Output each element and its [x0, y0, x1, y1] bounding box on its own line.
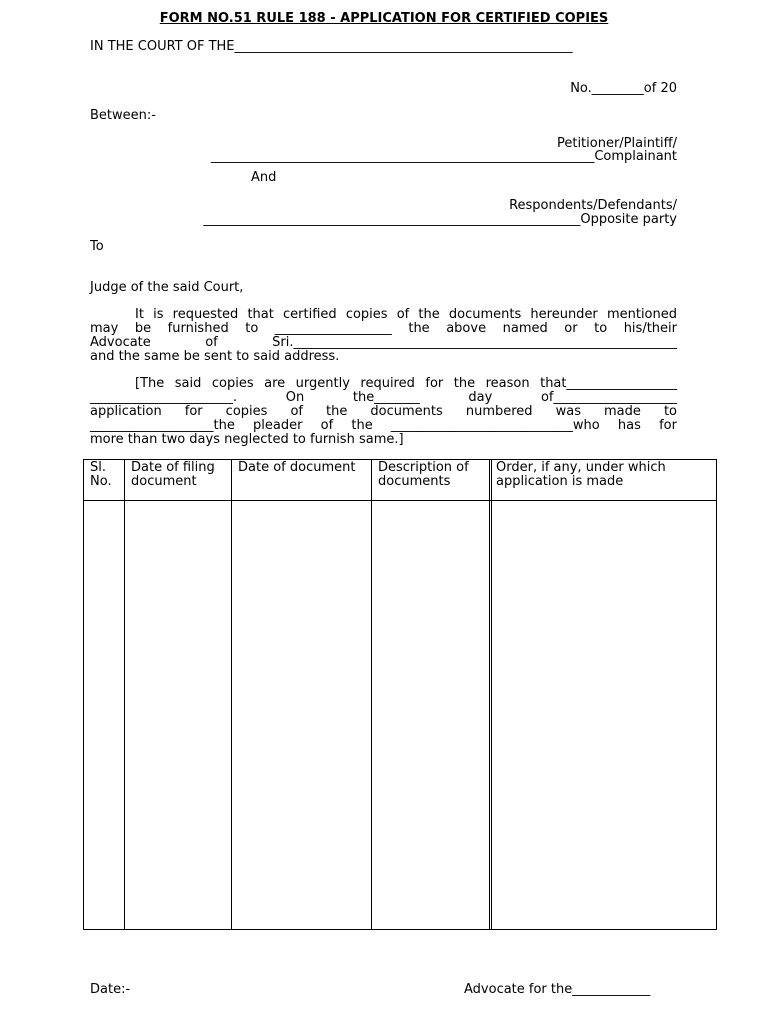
table-column-divider — [231, 460, 232, 929]
request-line-3: Advocate of Sri.___________________________________________________________ — [90, 335, 677, 350]
respondent-label: Respondents/Defendants/ — [509, 198, 677, 213]
respondent-line: __________________________________________________________Opposite party — [203, 212, 677, 227]
between-label: Between:- — [90, 108, 156, 123]
table-header-divider — [84, 500, 716, 501]
request-line-1: It is requested that certified copies of the documents hereunder mentioned — [135, 307, 677, 322]
header-description: Description of documents — [378, 460, 469, 489]
petitioner-label: Petitioner/Plaintiff/ — [556, 136, 677, 151]
to-label: To — [90, 239, 104, 254]
table-column-divider — [124, 460, 125, 929]
advocate-signature-line: Advocate for the____________ — [464, 982, 651, 997]
petitioner-line: ___________________________________________________________Complainant — [210, 149, 677, 164]
table-column-divider — [371, 460, 372, 929]
header-date-of-filing: Date of filing document — [131, 460, 215, 489]
reason-line-3: application for copies of the documents numbered was made to — [90, 404, 677, 419]
documents-table — [83, 459, 717, 930]
date-label: Date:- — [90, 982, 131, 997]
table-column-divider — [491, 460, 492, 929]
court-line: IN THE COURT OF THE____________________________________________________ — [90, 39, 573, 54]
request-line-2: may be furnished to __________________ the above named or to his/their — [90, 321, 677, 336]
reason-line-5: more than two days neglected to furnish same.] — [90, 432, 404, 447]
and-label: And — [251, 170, 277, 185]
header-order: Order, if any, under which application is made — [496, 460, 666, 489]
header-sl-no: Sl. No. — [90, 460, 112, 489]
reason-line-2: ______________________. On the_______ day of___________________ — [90, 390, 677, 405]
header-date-of-document: Date of document — [238, 460, 356, 475]
reason-line-4: ___________________the pleader of the ____________________________who has for — [90, 418, 677, 433]
request-line-4: and the same be sent to said address. — [90, 349, 340, 364]
judge-salutation: Judge of the said Court, — [90, 280, 244, 295]
form-title: FORM NO.51 RULE 188 - APPLICATION FOR CERTIFIED COPIES — [159, 11, 609, 26]
case-number-line: No.________of 20 — [570, 81, 677, 96]
table-column-divider — [489, 460, 490, 929]
reason-line-1: [The said copies are urgently required for the reason that_________________ — [135, 376, 677, 391]
